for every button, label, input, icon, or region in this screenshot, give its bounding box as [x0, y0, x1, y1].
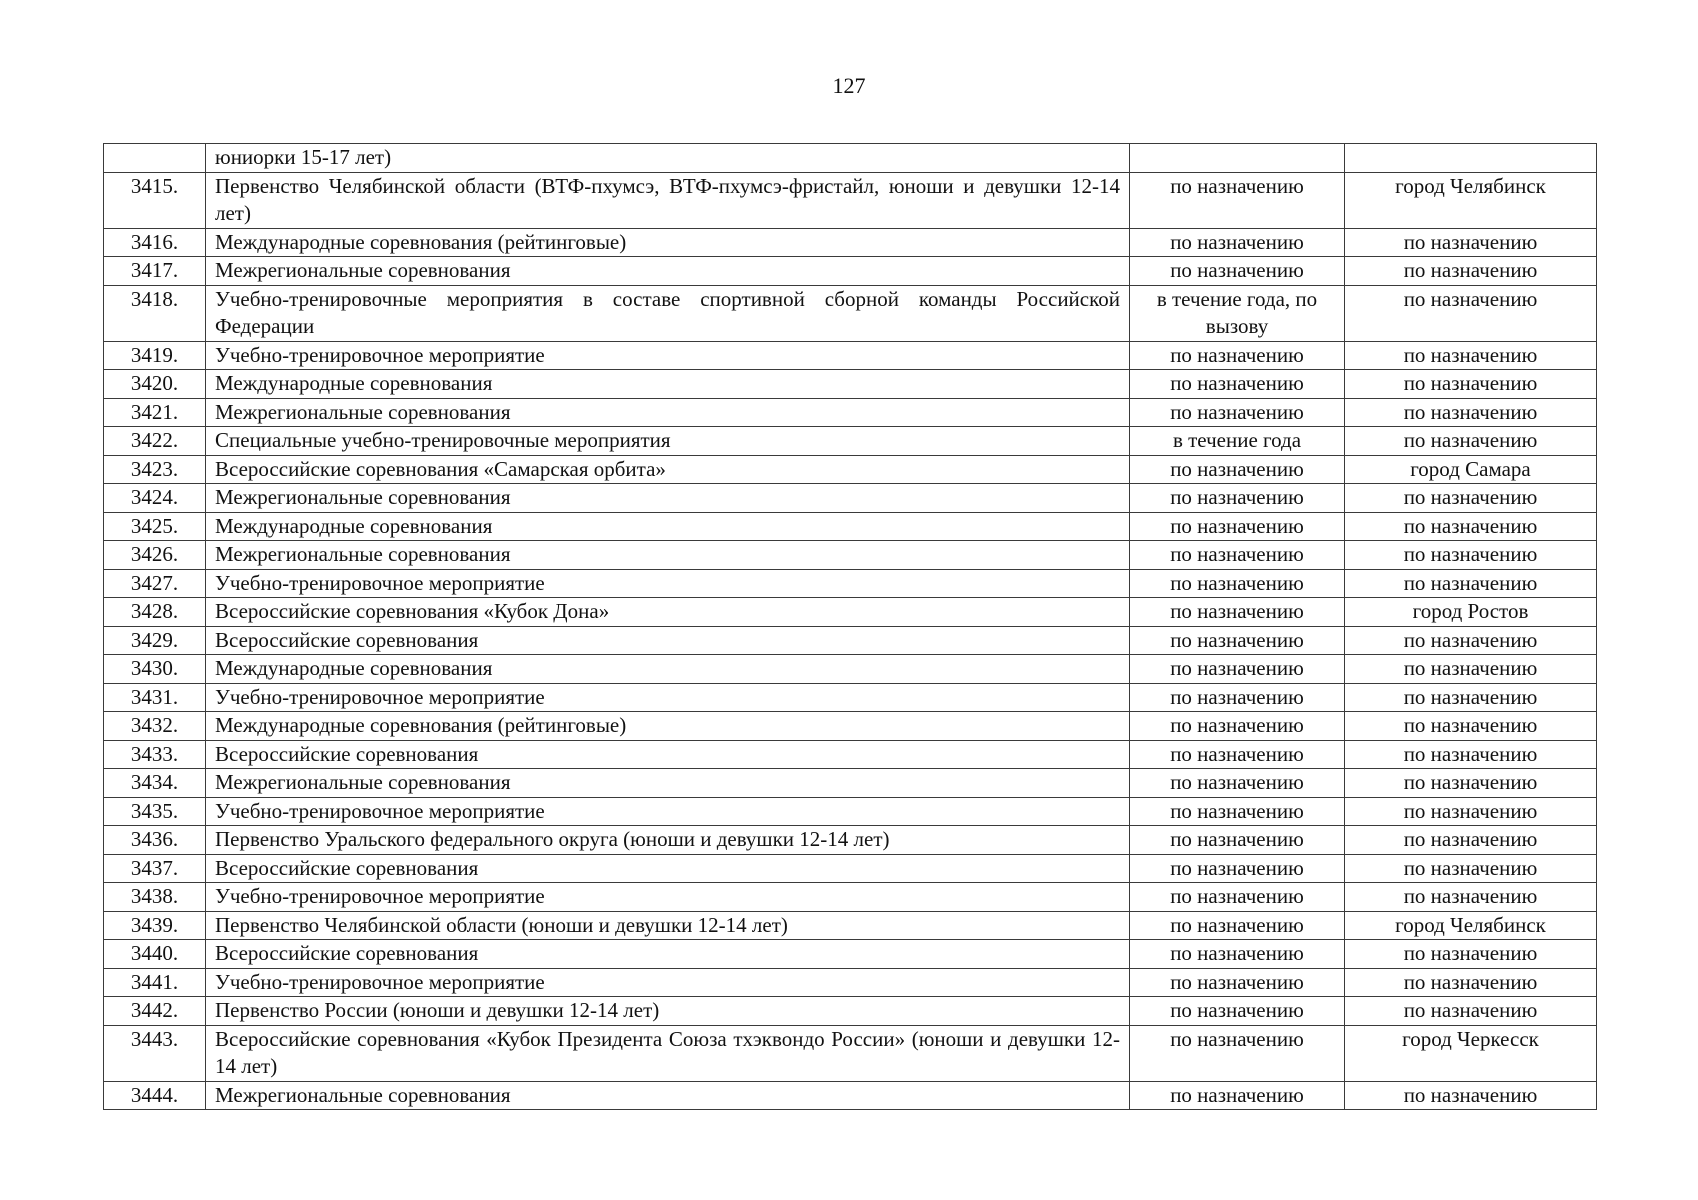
event-name-cell: Первенство Челябинской области (ВТФ-пхумсэ, ВТФ-пхумсэ-фристайл, юноши и девушки 12-14 лет) — [206, 172, 1130, 228]
event-date-cell — [1130, 144, 1345, 173]
table-row — [104, 285, 1597, 341]
event-date-cell: по назначению — [1130, 1081, 1345, 1110]
table-row — [104, 940, 1597, 969]
table-row — [104, 740, 1597, 769]
row-number-cell: 3442. — [104, 997, 206, 1026]
table-row — [104, 826, 1597, 855]
table-row — [104, 683, 1597, 712]
event-name-cell: Учебно-тренировочные мероприятия в составе спортивной сборной команды Российской Федерации — [206, 285, 1130, 341]
event-date-cell: по назначению — [1130, 997, 1345, 1026]
table-row — [104, 569, 1597, 598]
row-number-cell: 3441. — [104, 968, 206, 997]
row-number-cell: 3416. — [104, 228, 206, 257]
row-number-cell: 3426. — [104, 541, 206, 570]
table-row — [104, 854, 1597, 883]
event-name-cell: Межрегиональные соревнования — [206, 398, 1130, 427]
event-place-cell: по назначению — [1345, 257, 1597, 286]
event-date-cell: по назначению — [1130, 370, 1345, 399]
event-date-cell: по назначению — [1130, 769, 1345, 798]
table-row — [104, 911, 1597, 940]
row-number-cell: 3438. — [104, 883, 206, 912]
event-place-cell: по назначению — [1345, 683, 1597, 712]
event-name-cell: Международные соревнования — [206, 512, 1130, 541]
event-name-cell: Всероссийские соревнования «Самарская орбита» — [206, 455, 1130, 484]
table-row — [104, 655, 1597, 684]
events-table-body — [104, 144, 1597, 1110]
event-place-cell: по назначению — [1345, 740, 1597, 769]
event-date-cell: по назначению — [1130, 712, 1345, 741]
event-date-cell: по назначению — [1130, 398, 1345, 427]
table-row — [104, 883, 1597, 912]
row-number-cell: 3435. — [104, 797, 206, 826]
table-row — [104, 968, 1597, 997]
table-row — [104, 626, 1597, 655]
event-date-cell: по назначению — [1130, 598, 1345, 627]
event-name-cell: Учебно-тренировочное мероприятие — [206, 797, 1130, 826]
row-number-cell: 3433. — [104, 740, 206, 769]
event-date-cell: по назначению — [1130, 512, 1345, 541]
event-date-cell: в течение года — [1130, 427, 1345, 456]
event-name-cell: Международные соревнования — [206, 655, 1130, 684]
row-number-cell: 3440. — [104, 940, 206, 969]
event-date-cell: по назначению — [1130, 883, 1345, 912]
event-name-cell: Всероссийские соревнования «Кубок Дона» — [206, 598, 1130, 627]
event-place-cell: город Челябинск — [1345, 911, 1597, 940]
table-row — [104, 370, 1597, 399]
event-date-cell: по назначению — [1130, 655, 1345, 684]
event-name-cell: Специальные учебно-тренировочные мероприятия — [206, 427, 1130, 456]
event-name-cell: Первенство Челябинской области (юноши и девушки 12-14 лет) — [206, 911, 1130, 940]
table-row — [104, 1081, 1597, 1110]
row-number-cell: 3443. — [104, 1025, 206, 1081]
event-place-cell: по назначению — [1345, 997, 1597, 1026]
row-number-cell: 3419. — [104, 341, 206, 370]
event-name-cell: Международные соревнования (рейтинговые) — [206, 228, 1130, 257]
event-place-cell: по назначению — [1345, 341, 1597, 370]
row-number-cell: 3444. — [104, 1081, 206, 1110]
event-name-cell: Учебно-тренировочное мероприятие — [206, 569, 1130, 598]
event-date-cell: по назначению — [1130, 911, 1345, 940]
event-place-cell: по назначению — [1345, 370, 1597, 399]
event-date-cell: по назначению — [1130, 455, 1345, 484]
row-number-cell: 3437. — [104, 854, 206, 883]
row-number-cell — [104, 144, 206, 173]
event-name-cell: Учебно-тренировочное мероприятие — [206, 883, 1130, 912]
row-number-cell: 3425. — [104, 512, 206, 541]
event-name-cell: Учебно-тренировочное мероприятие — [206, 683, 1130, 712]
event-name-cell: Всероссийские соревнования — [206, 854, 1130, 883]
event-name-cell: Учебно-тренировочное мероприятие — [206, 968, 1130, 997]
table-row — [104, 1025, 1597, 1081]
row-number-cell: 3420. — [104, 370, 206, 399]
event-date-cell: по назначению — [1130, 968, 1345, 997]
event-name-cell: Всероссийские соревнования «Кубок Президента Союза тхэквондо России» (юноши и девушки 12-14 лет) — [206, 1025, 1130, 1081]
row-number-cell: 3439. — [104, 911, 206, 940]
row-number-cell: 3434. — [104, 769, 206, 798]
table-row — [104, 144, 1597, 173]
event-name-cell: Всероссийские соревнования — [206, 740, 1130, 769]
table-row — [104, 341, 1597, 370]
row-number-cell: 3432. — [104, 712, 206, 741]
page-number: 127 — [832, 73, 866, 98]
event-place-cell: по назначению — [1345, 712, 1597, 741]
row-number-cell: 3429. — [104, 626, 206, 655]
table-row — [104, 257, 1597, 286]
event-place-cell: по назначению — [1345, 427, 1597, 456]
event-place-cell: по назначению — [1345, 512, 1597, 541]
event-place-cell: по назначению — [1345, 968, 1597, 997]
event-name-cell: Межрегиональные соревнования — [206, 484, 1130, 513]
table-row — [104, 455, 1597, 484]
row-number-cell: 3436. — [104, 826, 206, 855]
row-number-cell: 3430. — [104, 655, 206, 684]
row-number-cell: 3422. — [104, 427, 206, 456]
row-number-cell: 3424. — [104, 484, 206, 513]
table-row — [104, 228, 1597, 257]
event-place-cell: город Черкесск — [1345, 1025, 1597, 1081]
event-place-cell: по назначению — [1345, 940, 1597, 969]
table-row — [104, 712, 1597, 741]
event-name-cell: Первенство Уральского федерального округа (юноши и девушки 12-14 лет) — [206, 826, 1130, 855]
event-date-cell: по назначению — [1130, 826, 1345, 855]
event-name-cell: Международные соревнования — [206, 370, 1130, 399]
row-number-cell: 3428. — [104, 598, 206, 627]
event-place-cell — [1345, 144, 1597, 173]
table-row — [104, 598, 1597, 627]
event-place-cell: по назначению — [1345, 883, 1597, 912]
event-name-cell: Межрегиональные соревнования — [206, 541, 1130, 570]
event-name-cell: Всероссийские соревнования — [206, 940, 1130, 969]
event-name-cell: Всероссийские соревнования — [206, 626, 1130, 655]
event-place-cell: по назначению — [1345, 484, 1597, 513]
event-place-cell: город Ростов — [1345, 598, 1597, 627]
row-number-cell: 3427. — [104, 569, 206, 598]
event-date-cell: по назначению — [1130, 854, 1345, 883]
event-place-cell: по назначению — [1345, 626, 1597, 655]
table-row — [104, 797, 1597, 826]
row-number-cell: 3423. — [104, 455, 206, 484]
event-place-cell: по назначению — [1345, 569, 1597, 598]
event-place-cell: по назначению — [1345, 769, 1597, 798]
event-date-cell: по назначению — [1130, 797, 1345, 826]
event-name-cell: юниорки 15-17 лет) — [206, 144, 1130, 173]
event-place-cell: по назначению — [1345, 854, 1597, 883]
event-date-cell: по назначению — [1130, 626, 1345, 655]
event-date-cell: в течение года, по вызову — [1130, 285, 1345, 341]
table-row — [104, 484, 1597, 513]
row-number-cell: 3417. — [104, 257, 206, 286]
event-name-cell: Первенство России (юноши и девушки 12-14 лет) — [206, 997, 1130, 1026]
table-row — [104, 769, 1597, 798]
table-row — [104, 541, 1597, 570]
event-place-cell: по назначению — [1345, 655, 1597, 684]
event-date-cell: по назначению — [1130, 484, 1345, 513]
event-place-cell: по назначению — [1345, 228, 1597, 257]
table-row — [104, 512, 1597, 541]
table-row — [104, 172, 1597, 228]
event-place-cell: по назначению — [1345, 398, 1597, 427]
table-row — [104, 997, 1597, 1026]
event-place-cell: по назначению — [1345, 1081, 1597, 1110]
event-place-cell: город Самара — [1345, 455, 1597, 484]
events-table — [103, 143, 1597, 1110]
row-number-cell: 3431. — [104, 683, 206, 712]
event-name-cell: Межрегиональные соревнования — [206, 257, 1130, 286]
row-number-cell: 3421. — [104, 398, 206, 427]
event-date-cell: по назначению — [1130, 940, 1345, 969]
event-date-cell: по назначению — [1130, 740, 1345, 769]
event-place-cell: по назначению — [1345, 797, 1597, 826]
row-number-cell: 3418. — [104, 285, 206, 341]
event-date-cell: по назначению — [1130, 228, 1345, 257]
event-name-cell: Учебно-тренировочное мероприятие — [206, 341, 1130, 370]
event-date-cell: по назначению — [1130, 541, 1345, 570]
event-place-cell: город Челябинск — [1345, 172, 1597, 228]
event-date-cell: по назначению — [1130, 257, 1345, 286]
event-place-cell: по назначению — [1345, 541, 1597, 570]
event-place-cell: по назначению — [1345, 285, 1597, 341]
event-name-cell: Межрегиональные соревнования — [206, 1081, 1130, 1110]
event-date-cell: по назначению — [1130, 341, 1345, 370]
event-name-cell: Международные соревнования (рейтинговые) — [206, 712, 1130, 741]
event-name-cell: Межрегиональные соревнования — [206, 769, 1130, 798]
event-date-cell: по назначению — [1130, 172, 1345, 228]
event-date-cell: по назначению — [1130, 569, 1345, 598]
row-number-cell: 3415. — [104, 172, 206, 228]
event-date-cell: по назначению — [1130, 683, 1345, 712]
event-date-cell: по назначению — [1130, 1025, 1345, 1081]
table-row — [104, 427, 1597, 456]
event-place-cell: по назначению — [1345, 826, 1597, 855]
table-row — [104, 398, 1597, 427]
